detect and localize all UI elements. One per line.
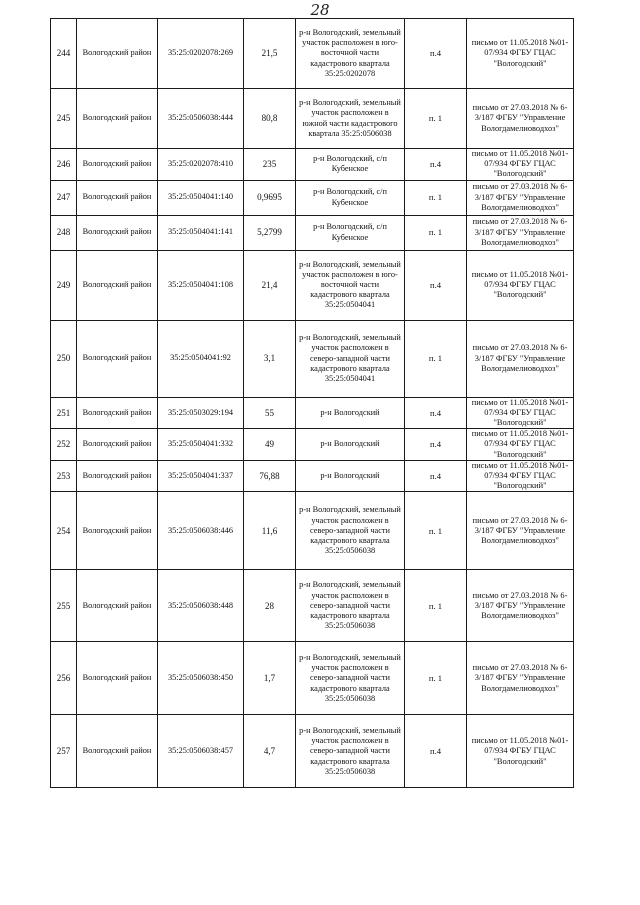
- district-cell: Вологодский район: [77, 149, 158, 181]
- document-cell: письмо от 27.03.2018 № 6-3/187 ФГБУ "Управление Вологдамелиоводхоз": [467, 642, 574, 715]
- area-cell: 28: [244, 570, 296, 642]
- district-cell: Вологодский район: [77, 715, 158, 788]
- cadastral-number-cell: 35:25:0506038:457: [158, 715, 244, 788]
- basis-cell: п.4: [405, 715, 467, 788]
- district-cell: Вологодский район: [77, 397, 158, 429]
- document-cell: письмо от 27.03.2018 № 6-3/187 ФГБУ "Управление Вологдамелиоводхоз": [467, 89, 574, 149]
- location-cell: р-н Вологодский, земельный участок расположен в северо-западной части кадастрового квартала 35:25:0506038: [296, 715, 405, 788]
- cadastral-number-cell: 35:25:0504041:108: [158, 250, 244, 320]
- basis-cell: п. 1: [405, 89, 467, 149]
- district-cell: Вологодский район: [77, 642, 158, 715]
- location-cell: р-н Вологодский, с/п Кубенское: [296, 180, 405, 215]
- cadastral-number-cell: 35:25:0504041:337: [158, 460, 244, 492]
- location-cell: р-н Вологодский, земельный участок расположен в южной части кадастрового квартала 35:25:0506038: [296, 89, 405, 149]
- area-cell: 11,6: [244, 492, 296, 570]
- document-cell: письмо от 11.05.2018 №01-07/934 ФГБУ ГЦАС "Вологодский": [467, 397, 574, 429]
- district-cell: Вологодский район: [77, 492, 158, 570]
- basis-cell: п. 1: [405, 642, 467, 715]
- basis-cell: п.4: [405, 19, 467, 89]
- basis-cell: п.4: [405, 460, 467, 492]
- district-cell: Вологодский район: [77, 570, 158, 642]
- table-row: [51, 149, 574, 181]
- row-number: 255: [51, 570, 77, 642]
- area-cell: 0,9695: [244, 180, 296, 215]
- location-cell: р-н Вологодский, земельный участок расположен в северо-западной части кадастрового квартала 35:25:0506038: [296, 642, 405, 715]
- document-cell: письмо от 11.05.2018 №01-07/934 ФГБУ ГЦАС "Вологодский": [467, 429, 574, 461]
- table-row: [51, 215, 574, 250]
- cadastral-number-cell: 35:25:0202078:269: [158, 19, 244, 89]
- area-cell: 21,4: [244, 250, 296, 320]
- location-cell: р-н Вологодский, с/п Кубенское: [296, 149, 405, 181]
- document-cell: письмо от 11.05.2018 №01-07/934 ФГБУ ГЦАС "Вологодский": [467, 460, 574, 492]
- cadastral-number-cell: 35:25:0503029:194: [158, 397, 244, 429]
- area-cell: 76,88: [244, 460, 296, 492]
- basis-cell: п. 1: [405, 320, 467, 397]
- location-cell: р-н Вологодский: [296, 429, 405, 461]
- document-cell: письмо от 27.03.2018 № 6-3/187 ФГБУ "Управление Вологдамелиоводхоз": [467, 492, 574, 570]
- district-cell: Вологодский район: [77, 250, 158, 320]
- document-cell: письмо от 11.05.2018 №01-07/934 ФГБУ ГЦАС "Вологодский": [467, 19, 574, 89]
- row-number: 253: [51, 460, 77, 492]
- location-cell: р-н Вологодский, земельный участок расположен в юго-восточной части кадастрового квартала 35:25:0202078: [296, 19, 405, 89]
- location-cell: р-н Вологодский: [296, 397, 405, 429]
- table-row: [51, 715, 574, 788]
- area-cell: 80,8: [244, 89, 296, 149]
- row-number: 247: [51, 180, 77, 215]
- location-cell: р-н Вологодский, земельный участок расположен в северо-западной части кадастрового квартала 35:25:0506038: [296, 492, 405, 570]
- row-number: 256: [51, 642, 77, 715]
- cadastral-number-cell: 35:25:0504041:332: [158, 429, 244, 461]
- area-cell: 21,5: [244, 19, 296, 89]
- table-row: [51, 89, 574, 149]
- district-cell: Вологодский район: [77, 19, 158, 89]
- table-row: [51, 19, 574, 89]
- table-row: [51, 397, 574, 429]
- area-cell: 49: [244, 429, 296, 461]
- cadastral-number-cell: 35:25:0506038:444: [158, 89, 244, 149]
- document-cell: письмо от 27.03.2018 № 6-3/187 ФГБУ "Управление Вологдамелиоводхоз": [467, 320, 574, 397]
- row-number: 257: [51, 715, 77, 788]
- land-plot-table: [50, 18, 574, 788]
- row-number: 251: [51, 397, 77, 429]
- district-cell: Вологодский район: [77, 320, 158, 397]
- table-row: [51, 320, 574, 397]
- row-number: 248: [51, 215, 77, 250]
- location-cell: р-н Вологодский: [296, 460, 405, 492]
- district-cell: Вологодский район: [77, 89, 158, 149]
- area-cell: 55: [244, 397, 296, 429]
- document-cell: письмо от 27.03.2018 № 6-3/187 ФГБУ "Управление Вологдамелиоводхоз": [467, 180, 574, 215]
- table-row: [51, 250, 574, 320]
- page-number: 28: [310, 1, 330, 19]
- location-cell: р-н Вологодский, земельный участок расположен в северо-западной части кадастрового квартала 35:25:0506038: [296, 570, 405, 642]
- area-cell: 3,1: [244, 320, 296, 397]
- document-cell: письмо от 11.05.2018 №01-07/934 ФГБУ ГЦАС "Вологодский": [467, 715, 574, 788]
- basis-cell: п.4: [405, 429, 467, 461]
- basis-cell: п.4: [405, 397, 467, 429]
- cadastral-number-cell: 35:25:0504041:92: [158, 320, 244, 397]
- document-cell: письмо от 11.05.2018 №01-07/934 ФГБУ ГЦАС "Вологодский": [467, 149, 574, 181]
- row-number: 254: [51, 492, 77, 570]
- location-cell: р-н Вологодский, с/п Кубенское: [296, 215, 405, 250]
- district-cell: Вологодский район: [77, 429, 158, 461]
- row-number: 249: [51, 250, 77, 320]
- cadastral-number-cell: 35:25:0506038:448: [158, 570, 244, 642]
- basis-cell: п. 1: [405, 180, 467, 215]
- document-cell: письмо от 11.05.2018 №01-07/934 ФГБУ ГЦАС "Вологодский": [467, 250, 574, 320]
- table-row: [51, 460, 574, 492]
- district-cell: Вологодский район: [77, 180, 158, 215]
- basis-cell: п.4: [405, 250, 467, 320]
- area-cell: 235: [244, 149, 296, 181]
- location-cell: р-н Вологодский, земельный участок расположен в юго-восточной части кадастрового квартала 35:25:0504041: [296, 250, 405, 320]
- district-cell: Вологодский район: [77, 460, 158, 492]
- table-row: [51, 180, 574, 215]
- basis-cell: п. 1: [405, 492, 467, 570]
- row-number: 250: [51, 320, 77, 397]
- cadastral-number-cell: 35:25:0506038:446: [158, 492, 244, 570]
- row-number: 252: [51, 429, 77, 461]
- row-number: 244: [51, 19, 77, 89]
- basis-cell: п. 1: [405, 570, 467, 642]
- document-cell: письмо от 27.03.2018 № 6-3/187 ФГБУ "Управление Вологдамелиоводхоз": [467, 570, 574, 642]
- area-cell: 5,2799: [244, 215, 296, 250]
- table-row: [51, 429, 574, 461]
- row-number: 245: [51, 89, 77, 149]
- cadastral-number-cell: 35:25:0504041:140: [158, 180, 244, 215]
- table-row: [51, 492, 574, 570]
- basis-cell: п.4: [405, 149, 467, 181]
- area-cell: 1,7: [244, 642, 296, 715]
- cadastral-number-cell: 35:25:0506038:450: [158, 642, 244, 715]
- cadastral-number-cell: 35:25:0202078:410: [158, 149, 244, 181]
- location-cell: р-н Вологодский, земельный участок расположен в северо-западной части кадастрового квартала 35:25:0504041: [296, 320, 405, 397]
- district-cell: Вологодский район: [77, 215, 158, 250]
- table-row: [51, 642, 574, 715]
- document-cell: письмо от 27.03.2018 № 6-3/187 ФГБУ "Управление Вологдамелиоводхоз": [467, 215, 574, 250]
- table-row: [51, 570, 574, 642]
- basis-cell: п. 1: [405, 215, 467, 250]
- row-number: 246: [51, 149, 77, 181]
- cadastral-number-cell: 35:25:0504041:141: [158, 215, 244, 250]
- area-cell: 4,7: [244, 715, 296, 788]
